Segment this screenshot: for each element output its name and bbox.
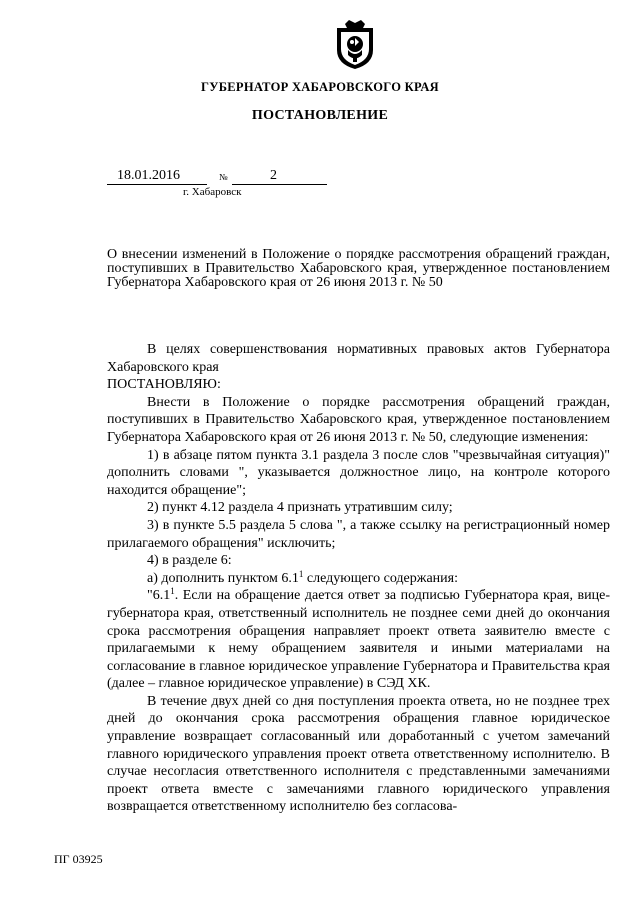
document-number: 2 — [270, 168, 277, 183]
quoted-paragraph — [107, 587, 610, 693]
item-4a-text-end: следующего содержания: — [303, 570, 458, 586]
item-4a-text: а) дополнить пунктом 6.1 — [147, 570, 299, 586]
number-underline — [232, 184, 327, 185]
list-item-3: 3) в пункте 5.5 раздела 5 слова ", а также ссылку на регистрационный номер прилагаемого обращения" исключить; — [107, 517, 610, 551]
document-body — [107, 341, 610, 816]
body-paragraph: Внести в Положение о порядке рассмотрения обращений граждан, поступивших в Правительство Хабаровского края, утвержденное постановлением Губернатора Хабаровского края от 26 июня 2013 г. № 50, следующие изменения: — [107, 394, 610, 445]
list-item-2: 2) пункт 4.12 раздела 4 признать утратившим силу; — [147, 500, 453, 516]
quote-superscript: 1 — [170, 586, 175, 597]
date-underline — [107, 184, 207, 185]
city: г. Хабаровск — [183, 186, 242, 198]
list-item-1: 1) в абзаце пятом пункта 3.1 раздела 3 после слов "чрезвычайная ситуация)" дополнить словами ", указывается должностное лицо, на контроле которого находится обращение"; — [107, 447, 610, 498]
list-item-4: 4) в разделе 6: — [147, 553, 232, 569]
date-number-line — [107, 168, 327, 186]
document-type: ПОСТАНОВЛЕНИЕ — [251, 108, 389, 123]
body-paragraph-last: В течение двух дней со дня поступления проекта ответа, но не позднее трех дней до окончания срока рассмотрения обращения главное юридическое управление возвращает согласованный или доработанный с учетом замечаний главного юридического управления проект ответа ответственному исполнителю. В случае несогласия ответственного исполнителя с представленными замечаниями проект ответа вместе с замечаниями главного юридического управления возвращается ответственному исполнителю без согласова- — [107, 693, 610, 815]
document-date: 18.01.2016 — [117, 168, 180, 183]
item-4a-superscript: 1 — [298, 568, 304, 579]
preamble-paragraph: В целях совершенствования нормативных правовых актов Губернатора Хабаровского края — [107, 342, 610, 375]
resolve-heading: ПОСТАНОВЛЯЮ: — [107, 377, 221, 393]
document-subject: О внесении изменений в Положение о порядке рассмотрения обращений граждан, поступивших в Правительство Хабаровского края, утвержденное постановлением Губернатора Хабаровского края от 26 июня 2013 г. № 50 — [107, 247, 610, 290]
quote-start: "6.1 — [147, 588, 171, 604]
coat-of-arms-icon — [333, 20, 377, 70]
list-item-4a — [107, 570, 610, 588]
number-sign: № — [219, 172, 228, 182]
quote-text: . Если на обращение дается ответ за подписью Губернатора края, вице-губернатора края, ответственный исполнитель не позднее семи дней до окончания срока рассмотрения обращения направляет проект ответа заявителю вместе с прилагаемыми к нему обращением заявителя и иными материалами на согласование в главное юридическое управление Губернатора и Правительства края (далее – главное юридическое управление) в СЭД ХК. — [107, 588, 610, 692]
issuer-title: ГУБЕРНАТОР ХАБАРОВСКОГО КРАЯ — [200, 80, 440, 94]
footer-form-code: ПГ 03925 — [54, 852, 103, 866]
